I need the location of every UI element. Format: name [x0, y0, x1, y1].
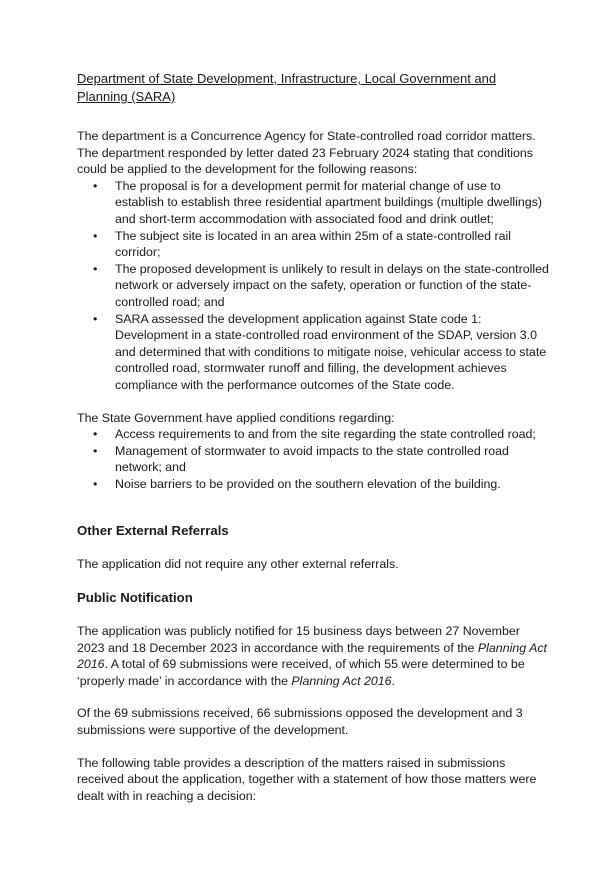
- conditions-list: [77, 426, 549, 492]
- list-item: • Management of stormwater to avoid impacts to the state controlled road network; and: [115, 443, 549, 476]
- list-item: • The subject site is located in an area within 25m of a state-controlled rail corridor;: [115, 228, 549, 261]
- list-item: • Access requirements to and from the site regarding the state controlled road;: [115, 426, 549, 443]
- conditions-intro: The State Government have applied conditions regarding:: [77, 410, 395, 425]
- sara-heading: Department of State Development, Infrastructure, Local Government and Planning (SARA): [77, 71, 497, 104]
- other-referrals-heading: Other External Referrals: [77, 523, 229, 539]
- sara-intro: The department is a Concurrence Agency for State-controlled road corridor matters. The department responded by letter dated 23 February 2024 stating that conditions could be applied to the development for the following reasons:: [77, 129, 536, 177]
- public-notification-paragraph-2: Of the 69 submissions received, 66 submissions opposed the development and 3 submissions were supportive of the development.: [77, 706, 523, 738]
- list-item: • Noise barriers to be provided on the southern elevation of the building.: [115, 476, 549, 493]
- list-item: • SARA assessed the development application against State code 1: Development in a state-controlled road environment of the SDAP, version 3.0 and determined that with conditions to mitigate noise, vehicular access to state controlled road, stormwater runoff and filling, the development achieves compliance with the performance outcomes of the State code.: [115, 311, 549, 394]
- act-name: Planning Act 2016: [291, 673, 392, 688]
- public-notification-paragraph-1: The application was publicly notified for 15 business days between 27 November 2023 and 18 December 2023 in accordance with the requirements of the Planning Act 2016. A total of 69 submissions were received, of which 55 were determined to be ‘properly made’ in accordance with the Planning Act 2016.: [77, 624, 548, 688]
- other-referrals-text: The application did not require any other external referrals.: [77, 557, 399, 572]
- sara-reasons-list: [77, 178, 549, 394]
- public-notification-paragraph-3: The following table provides a description of the matters raised in submissions received about the application, together with a statement of how those matters were dealt with in reaching a decision:: [77, 755, 537, 803]
- list-item: • The proposed development is unlikely to result in delays on the state-controlled network or adversely impact on the safety, operation or function of the state-controlled road; and: [115, 261, 549, 311]
- act-name: Planning Act 2016: [77, 640, 548, 672]
- list-item: • The proposal is for a development permit for material change of use to establish to establish three residential apartment buildings (multiple dwellings) and short-term accommodation with associated food and drink outlet;: [115, 178, 549, 228]
- public-notification-heading: Public Notification: [77, 590, 193, 606]
